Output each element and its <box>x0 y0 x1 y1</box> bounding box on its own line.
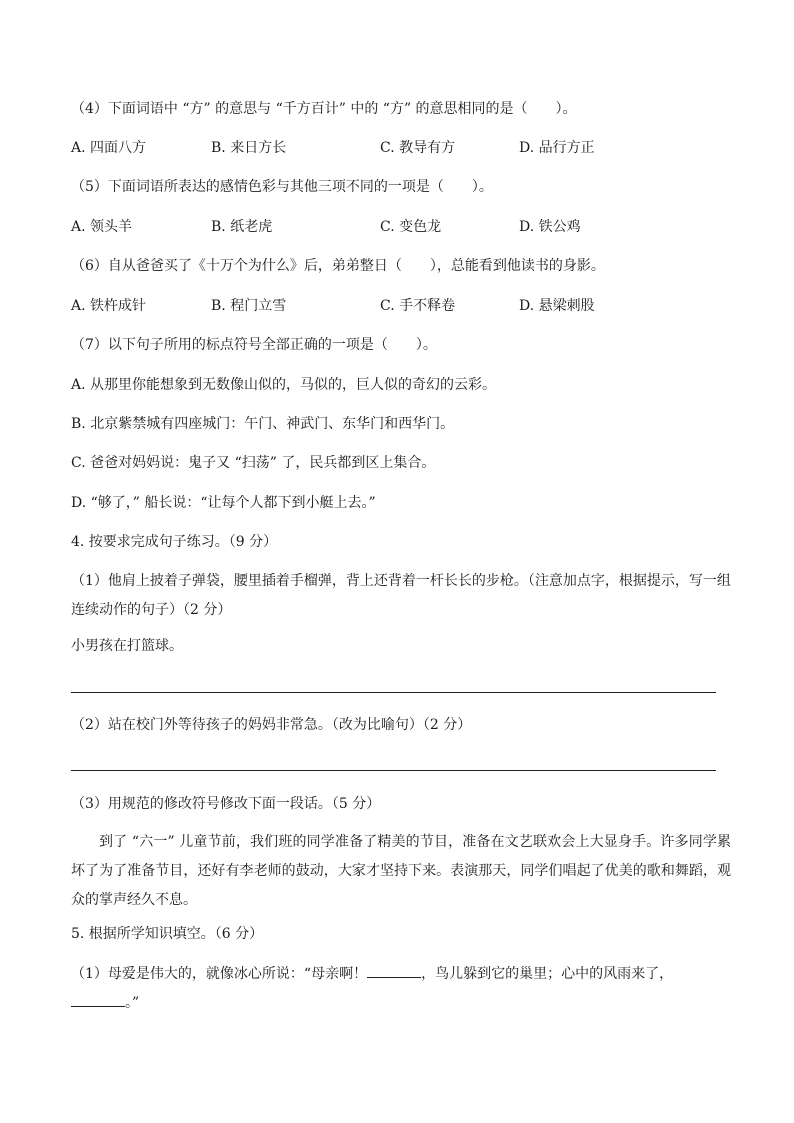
section-5-item-1-part-3: 。” <box>125 995 140 1011</box>
section-4-item-1-stem: （1）他肩上披着子弹袋，腰里插着手榴弹，背上还背着一杆长长的步枪。（注意加点字，根据提示，写一组连续动作的句子）（2 分） <box>71 573 731 618</box>
fill-blank-2[interactable] <box>71 992 125 1007</box>
question-4-option-b[interactable]: B. 来日方长 <box>211 140 287 156</box>
section-5-item-1-part-1: （1）母爱是伟大的，就像冰心所说：“母亲啊！ <box>71 966 368 982</box>
question-5-option-b[interactable]: B. 纸老虎 <box>211 219 273 235</box>
section-4-item-1-prompt: 小男孩在打篮球。 <box>71 638 183 654</box>
fill-blank-1[interactable] <box>367 963 421 978</box>
question-4-option-c[interactable]: C. 教导有方 <box>380 140 456 156</box>
question-5-option-a[interactable]: A. 领头羊 <box>71 219 133 235</box>
question-5-option-c[interactable]: C. 变色龙 <box>380 219 442 235</box>
question-6-stem: （6）自从爸爸买了《十万个为什么》后，弟弟整日（ ），总能看到他读书的身影。 <box>71 258 605 274</box>
question-7-option-c[interactable]: C. 爸爸对妈妈说：鬼子又 “扫荡” 了，民兵都到区上集合。 <box>71 455 436 471</box>
question-4-option-d[interactable]: D. 品行方正 <box>519 140 595 156</box>
section-4-item-3-passage: 到了 “六一” 儿童节前，我们班的同学准备了精美的节目，准备在文艺联欢会上大显身手。许多同学累坏了为了准备节目，还好有李老师的鼓动，大家才坚持下来。表演那天，同学们唱起了优美的歌和舞蹈，观众的掌声经久不息。 <box>71 834 731 908</box>
section-4-item-3-stem: （3）用规范的修改符号修改下面一段话。（5 分） <box>71 796 381 812</box>
question-6-option-d[interactable]: D. 悬梁刺股 <box>519 298 595 314</box>
question-7-option-d[interactable]: D. “够了，” 船长说：“让每个人都下到小艇上去。” <box>71 495 376 511</box>
question-5-stem: （5）下面词语所表达的感情色彩与其他三项不同的一项是（ ）。 <box>71 179 493 195</box>
question-6-option-a[interactable]: A. 铁杵成针 <box>71 298 147 314</box>
question-7-stem: （7）以下句子所用的标点符号全部正确的一项是（ ）。 <box>71 337 437 353</box>
section-5-item-1-part-2: ，鸟儿躲到它的巢里；心中的风雨来了， <box>421 966 674 982</box>
section-5-item-1 <box>71 960 731 1018</box>
section-4-item-2-stem: （2）站在校门外等待孩子的妈妈非常急。（改为比喻句）（2 分） <box>71 717 472 733</box>
question-6-option-b[interactable]: B. 程门立雪 <box>211 298 287 314</box>
question-4-stem: （4）下面词语中 “方” 的意思与 “千方百计” 中的 “方” 的意思相同的是（ ）。 <box>71 101 577 117</box>
answer-line-1[interactable] <box>71 692 716 693</box>
question-5-option-d[interactable]: D. 铁公鸡 <box>519 219 581 235</box>
section-5-heading: 5. 根据所学知识填空。（6 分） <box>71 926 264 942</box>
question-7-option-b[interactable]: B. 北京紫禁城有四座城门：午门、神武门、东华门和西华门。 <box>71 416 455 432</box>
section-4-heading: 4. 按要求完成句子练习。（9 分） <box>71 534 278 550</box>
question-7-option-a[interactable]: A. 从那里你能想象到无数像山似的，马似的，巨人似的奇幻的云彩。 <box>71 377 497 393</box>
question-6-option-c[interactable]: C. 手不释卷 <box>380 298 456 314</box>
answer-line-2[interactable] <box>71 770 716 771</box>
question-4-option-a[interactable]: A. 四面八方 <box>71 140 147 156</box>
